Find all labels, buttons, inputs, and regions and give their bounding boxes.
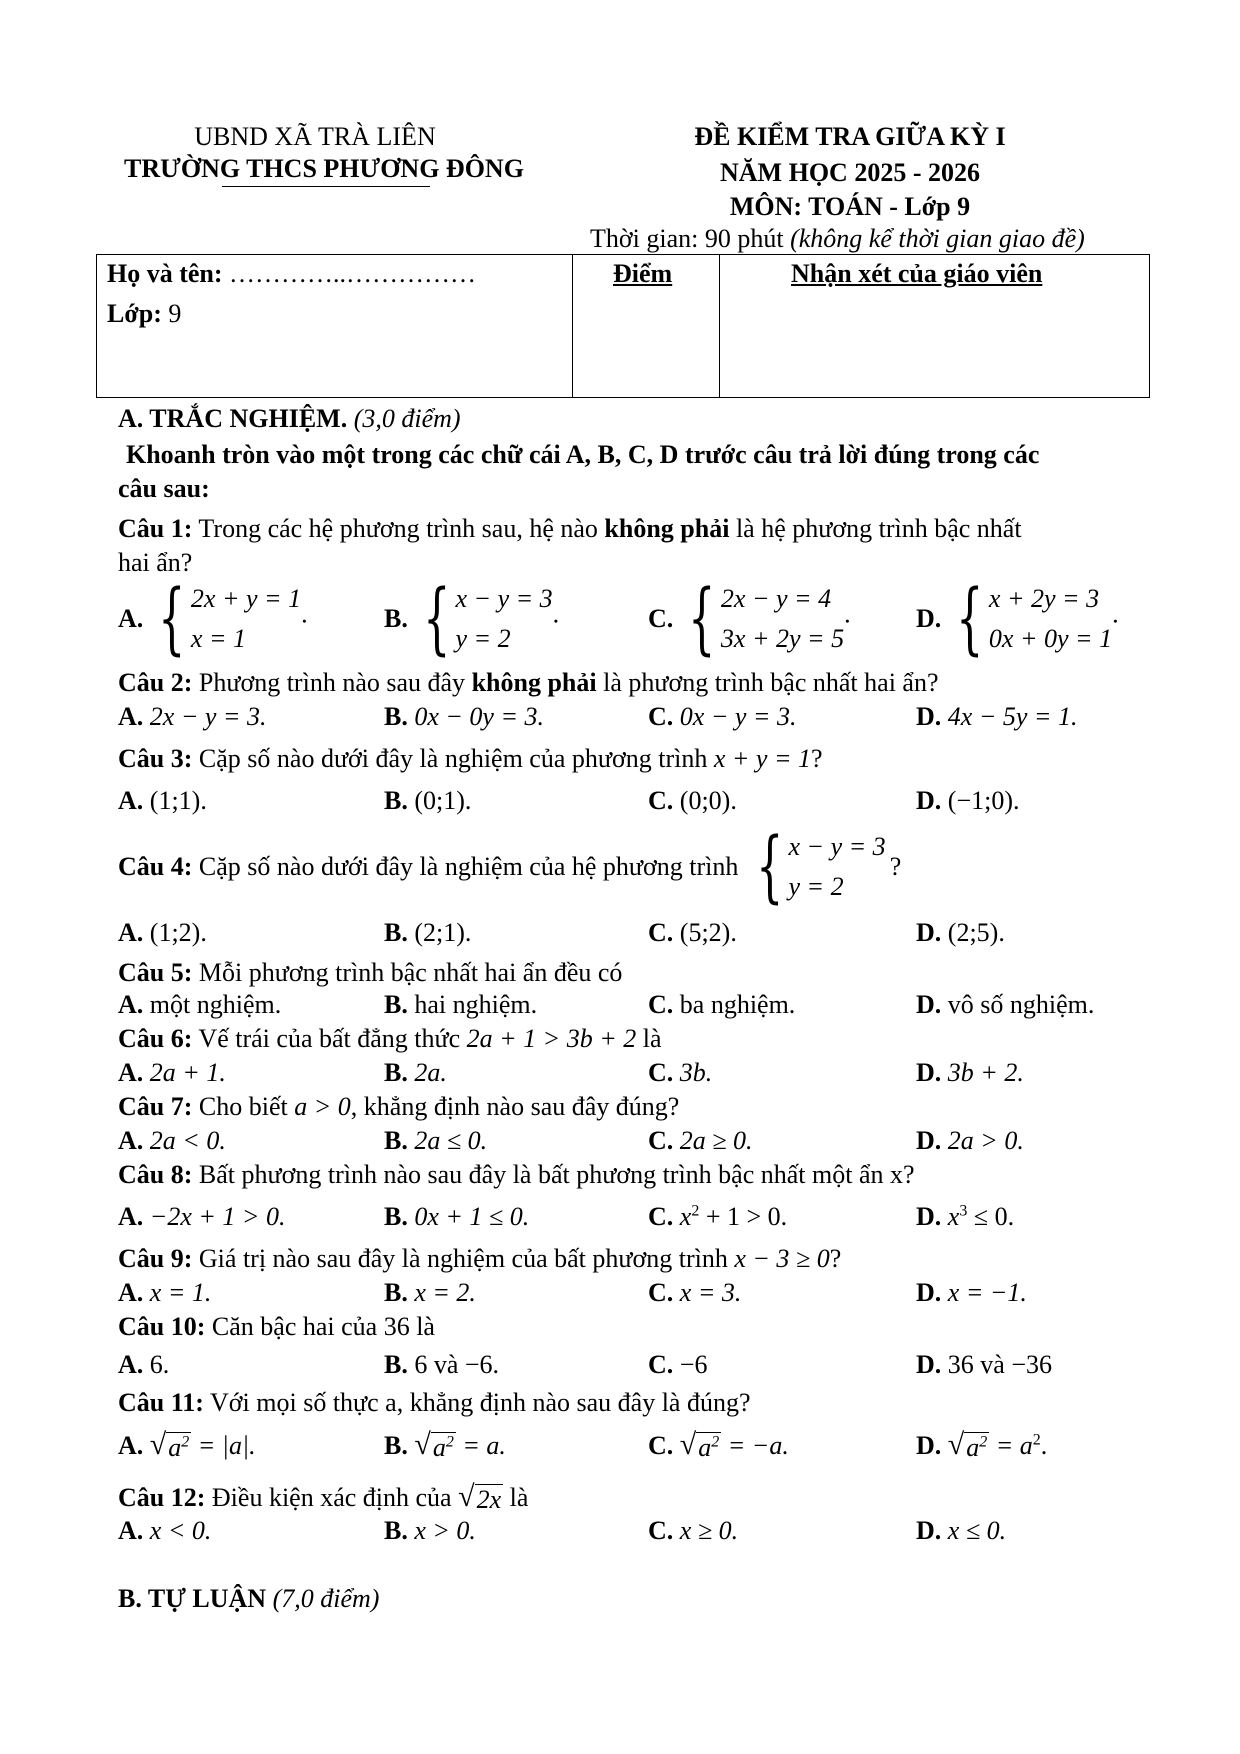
- option-letter: B.: [384, 1058, 408, 1087]
- q5-option-a[interactable]: [118, 990, 281, 1020]
- option-letter: A.: [118, 1431, 144, 1460]
- q3-option-c[interactable]: [648, 786, 737, 816]
- q2-option-d[interactable]: [916, 702, 1077, 732]
- option-letter: C.: [648, 990, 674, 1019]
- question-text: là phương trình bậc nhất hai ẩn?: [596, 668, 939, 697]
- question-label: Câu 9:: [118, 1244, 193, 1273]
- question-math: a > 0: [294, 1092, 351, 1121]
- q9-option-c[interactable]: [648, 1278, 741, 1308]
- question-tail: ?: [829, 1244, 842, 1273]
- exam-title: ĐỀ KIỂM TRA GIỮA KỲ I: [694, 122, 1006, 151]
- option-text: ba nghiệm.: [673, 990, 796, 1019]
- option-text: = a: [995, 1431, 1033, 1460]
- q2-option-c[interactable]: [648, 702, 796, 732]
- option-text: −6: [673, 1350, 708, 1379]
- question-label: Câu 8:: [118, 1160, 193, 1189]
- option-letter: C.: [648, 604, 674, 634]
- option-letter: B.: [384, 1431, 408, 1460]
- equation-2: y = 2: [455, 624, 511, 653]
- table-divider-1: [572, 255, 573, 397]
- option-letter: D.: [916, 702, 942, 731]
- option-text: 6 và −6.: [407, 1350, 500, 1379]
- q10-option-c[interactable]: [648, 1350, 707, 1380]
- teacher-comment-header: Nhận xét của giáo viên: [791, 259, 1043, 288]
- option-text: −2x + 1 > 0.: [149, 1202, 286, 1231]
- sqrt-expression: √ $a^2$: [679, 1428, 720, 1462]
- equation-2: y = 2: [788, 872, 844, 901]
- time-note: (không kể thời gian giao đề): [790, 224, 1085, 253]
- option-letter: A.: [118, 604, 144, 634]
- q5-option-b[interactable]: [384, 990, 537, 1020]
- option-letter: A.: [118, 786, 144, 815]
- class-value: 9: [168, 299, 182, 328]
- sqrt-expression: √ $a^2$: [149, 1428, 190, 1462]
- time-label: Thời gian: 90 phút: [590, 224, 791, 253]
- q11-option-b[interactable]: [384, 1428, 506, 1463]
- option-letter: B.: [384, 604, 408, 634]
- q8-option-b[interactable]: [384, 1202, 529, 1232]
- q1-option-a[interactable]: A. { 2x + y = 1 x = 1 .: [118, 574, 308, 664]
- option-text: 3b + 2.: [947, 1058, 1024, 1087]
- option-letter: D.: [916, 1202, 942, 1231]
- option-letter: C.: [648, 1431, 674, 1460]
- q5-option-c[interactable]: [648, 990, 795, 1020]
- option-exponent: 3: [959, 1202, 968, 1220]
- school-year: NĂM HỌC 2025 - 2026: [720, 158, 980, 187]
- option-letter: C.: [648, 1516, 674, 1545]
- q10-option-b[interactable]: [384, 1350, 499, 1380]
- option-text: x < 0.: [149, 1516, 212, 1545]
- q6-option-b[interactable]: [384, 1058, 447, 1088]
- sqrt-expression: √ $a^2$: [414, 1428, 454, 1462]
- option-base: x: [679, 1202, 692, 1231]
- q1-option-c[interactable]: C. { 2x − y = 4 3x + 2y = 5 .: [648, 574, 851, 664]
- option-text: x = 1.: [149, 1278, 212, 1307]
- question-math: x + y = 1: [713, 744, 811, 773]
- class-label: Lớp:: [107, 299, 169, 328]
- q11-option-a[interactable]: [118, 1428, 256, 1463]
- exam-time: [590, 224, 1085, 254]
- question-text: Vế trái của bất đẳng thức: [192, 1024, 467, 1053]
- question-9: [118, 1244, 841, 1274]
- option-tail: .: [1040, 1431, 1048, 1460]
- question-12: [118, 1480, 528, 1515]
- option-text: 3b.: [679, 1058, 713, 1087]
- question-tail: là: [636, 1024, 662, 1053]
- question-4: Câu 4: Cặp số nào dưới đây là nghiệm của hệ phương trình { x − y = 3 y = 2 ?: [118, 822, 902, 912]
- question-11: [118, 1388, 751, 1418]
- name-label: Họ và tên:: [107, 259, 230, 288]
- option-text: (−1;0).: [947, 786, 1020, 815]
- q7-option-c[interactable]: [648, 1126, 753, 1156]
- header-authority: UBND XÃ TRÀ LIÊN: [194, 122, 436, 151]
- q6-option-a[interactable]: [118, 1058, 226, 1088]
- question-label: Câu 12:: [118, 1483, 206, 1512]
- option-letter: B.: [384, 1202, 408, 1231]
- option-text: x = −1.: [947, 1278, 1027, 1307]
- q12-option-b[interactable]: [384, 1516, 476, 1546]
- question-8: [118, 1160, 915, 1190]
- q11-option-d[interactable]: [916, 1428, 1047, 1463]
- option-text: hai nghiệm.: [407, 990, 538, 1019]
- q7-option-d[interactable]: [916, 1126, 1024, 1156]
- equation-1: 2x − y = 4: [720, 584, 832, 613]
- option-text: (0;0).: [679, 786, 737, 815]
- option-letter: D.: [916, 786, 942, 815]
- option-text: + 1 > 0.: [699, 1202, 788, 1231]
- option-letter: D.: [916, 604, 942, 634]
- option-exponent: 2: [1032, 1431, 1041, 1449]
- question-10: [118, 1312, 435, 1342]
- question-label: Câu 7:: [118, 1092, 193, 1121]
- q7-option-b[interactable]: [384, 1126, 487, 1156]
- option-text: một nghiệm.: [143, 990, 282, 1019]
- option-letter: D.: [916, 990, 942, 1019]
- question-5: [118, 958, 622, 988]
- option-text: 6.: [143, 1350, 170, 1379]
- question-text: Cặp số nào dưới đây là nghiệm của hệ phương trình: [192, 852, 745, 882]
- question-label: Câu 6:: [118, 1024, 193, 1053]
- option-text: 0x − 0y = 3.: [414, 702, 545, 731]
- option-letter: A.: [118, 1278, 144, 1307]
- option-text: x ≥ 0.: [679, 1516, 739, 1545]
- question-tail: , khẳng định nào sau đây đúng?: [350, 1092, 680, 1121]
- question-text: Cặp số nào dưới đây là nghiệm của phương trình: [192, 744, 714, 773]
- question-emphasis: không phải: [471, 668, 597, 697]
- equation-1: 2x + y = 1: [190, 584, 302, 613]
- option-text: 0x + 1 ≤ 0.: [414, 1202, 530, 1231]
- option-letter: D.: [916, 918, 942, 947]
- section-a-title: [118, 404, 461, 434]
- q12-option-a[interactable]: [118, 1516, 211, 1546]
- score-header: Điểm: [613, 259, 673, 288]
- q4-option-a[interactable]: [118, 918, 207, 948]
- question-label: Câu 2:: [118, 668, 193, 697]
- question-tail: ?: [889, 852, 902, 882]
- option-text: 2a ≥ 0.: [679, 1126, 753, 1155]
- option-letter: D.: [916, 1350, 942, 1379]
- option-letter: C.: [648, 702, 674, 731]
- option-letter: D.: [916, 1058, 942, 1087]
- option-letter: A.: [118, 1202, 144, 1231]
- option-letter: C.: [648, 1202, 674, 1231]
- equation-2: 0x + 0y = 1: [988, 624, 1113, 653]
- subject-grade: MÔN: TOÁN - Lớp 9: [729, 192, 971, 221]
- question-7: [118, 1092, 679, 1122]
- option-letter: B.: [384, 1278, 408, 1307]
- name-dots: …………..……………: [229, 259, 477, 288]
- option-text: x > 0.: [414, 1516, 476, 1545]
- question-label: Câu 5:: [118, 958, 193, 987]
- question-tail: ?: [811, 744, 823, 773]
- equation-1: x − y = 3: [788, 832, 886, 861]
- header-school: TRƯỜNG THCS PHƯƠNG ĐÔNG: [124, 154, 524, 183]
- option-text: (2;5).: [947, 918, 1005, 947]
- q1-option-b[interactable]: B. { x − y = 3 y = 2 .: [384, 574, 560, 664]
- option-letter: B.: [384, 918, 408, 947]
- q1-option-d[interactable]: D. { x + 2y = 3 0x + 0y = 1 .: [916, 574, 1119, 664]
- option-text: (5;2).: [679, 918, 737, 947]
- option-letter: C.: [648, 1350, 674, 1379]
- option-text: x = 3.: [679, 1278, 742, 1307]
- radicand: 2x: [476, 1484, 502, 1514]
- option-letter: C.: [648, 1058, 674, 1087]
- question-text: Điều kiện xác định của: [205, 1483, 459, 1512]
- q12-option-c[interactable]: [648, 1516, 738, 1546]
- equation-1: x + 2y = 3: [988, 584, 1100, 613]
- q8-option-d[interactable]: [916, 1202, 1014, 1232]
- option-text: (2;1).: [414, 918, 472, 947]
- option-text: x = 2.: [414, 1278, 476, 1307]
- section-a-label: A. TRẮC NGHIỆM.: [118, 404, 354, 433]
- q7-option-a[interactable]: [118, 1126, 226, 1156]
- section-b-title: [118, 1584, 379, 1614]
- option-text: 2a < 0.: [149, 1126, 226, 1155]
- question-label: Câu 4:: [118, 852, 193, 882]
- option-text: 0x − y = 3.: [679, 702, 797, 731]
- option-letter: B.: [384, 786, 408, 815]
- sqrt-expression: √ 2x: [458, 1480, 502, 1514]
- q6-option-c[interactable]: [648, 1058, 712, 1088]
- option-base: x: [947, 1202, 960, 1231]
- class-field: [107, 299, 181, 329]
- q3-option-b[interactable]: [384, 786, 471, 816]
- option-letter: B.: [384, 702, 408, 731]
- school-underline: [222, 186, 430, 187]
- option-letter: D.: [916, 1126, 942, 1155]
- option-letter: C.: [648, 786, 674, 815]
- question-text: Phương trình nào sau đây: [192, 668, 472, 697]
- option-text: 2a > 0.: [947, 1126, 1024, 1155]
- q9-option-d[interactable]: [916, 1278, 1027, 1308]
- option-text: x ≤ 0.: [947, 1516, 1007, 1545]
- question-text: Trong các hệ phương trình sau, hệ nào: [192, 514, 605, 543]
- question-tail: là: [503, 1483, 529, 1512]
- option-text: ≤ 0.: [967, 1202, 1015, 1231]
- option-text: (1;2).: [149, 918, 207, 947]
- equation-2: 3x + 2y = 5: [720, 624, 845, 653]
- name-field[interactable]: [107, 259, 476, 289]
- section-b-points: (7,0 điểm): [272, 1584, 380, 1613]
- option-text: 4x − 5y = 1.: [947, 702, 1078, 731]
- q5-option-d[interactable]: [916, 990, 1094, 1020]
- q2-option-b[interactable]: [384, 702, 544, 732]
- equation-2: x = 1: [190, 624, 247, 653]
- question-1: [118, 514, 1022, 544]
- table-divider-2: [719, 255, 720, 397]
- q2-option-a[interactable]: [118, 702, 266, 732]
- option-text: 2a + 1.: [149, 1058, 226, 1087]
- q11-option-c[interactable]: [648, 1428, 789, 1463]
- q3-option-a[interactable]: [118, 786, 207, 816]
- question-math: x − 3 ≥ 0: [734, 1244, 830, 1273]
- student-info-table: [96, 254, 1150, 398]
- question-math: 2a + 1 > 3b + 2: [466, 1024, 637, 1053]
- q4-option-c[interactable]: [648, 918, 737, 948]
- option-text: vô số nghiệm.: [941, 990, 1095, 1019]
- instruction-line-1: Khoanh tròn vào một trong các chữ cái A, B, C, D trước câu trả lời đúng trong các: [126, 440, 1040, 469]
- question-1-line-2: hai ẩn?: [118, 548, 193, 577]
- option-letter: A.: [118, 918, 144, 947]
- q10-option-d[interactable]: [916, 1350, 1052, 1380]
- option-letter: A.: [118, 702, 144, 731]
- q10-option-a[interactable]: [118, 1350, 169, 1380]
- q4-option-b[interactable]: [384, 918, 471, 948]
- question-3: [118, 744, 823, 774]
- option-letter: A.: [118, 990, 144, 1019]
- q8-option-c[interactable]: [648, 1202, 787, 1232]
- option-letter: D.: [916, 1278, 942, 1307]
- question-text: Cho biết: [192, 1092, 295, 1121]
- q3-option-d[interactable]: [916, 786, 1019, 816]
- option-text: 36 và −36: [941, 1350, 1052, 1379]
- sqrt-expression: √ $a^2$: [947, 1428, 988, 1462]
- question-6: [118, 1024, 662, 1054]
- option-text: (1;1).: [149, 786, 207, 815]
- option-text: = |a|.: [197, 1431, 256, 1460]
- section-b-label: B. TỰ LUẬN: [118, 1584, 273, 1613]
- equation-1: x − y = 3: [455, 584, 553, 613]
- option-text: 2x − y = 3.: [149, 702, 267, 731]
- option-letter: A.: [118, 1058, 144, 1087]
- question-text: Với mọi số thực a, khẳng định nào sau đây là đúng?: [203, 1388, 751, 1417]
- option-letter: B.: [384, 1350, 408, 1379]
- option-text: 2a ≤ 0.: [414, 1126, 488, 1155]
- q9-option-b[interactable]: [384, 1278, 476, 1308]
- question-label: Câu 10:: [118, 1312, 206, 1341]
- option-letter: D.: [916, 1431, 942, 1460]
- option-letter: D.: [916, 1516, 942, 1545]
- question-text: là hệ phương trình bậc nhất: [729, 514, 1022, 543]
- option-exponent: 2: [691, 1202, 700, 1220]
- q4-option-d[interactable]: [916, 918, 1005, 948]
- section-a-points: (3,0 điểm): [353, 404, 461, 433]
- question-label: Câu 3:: [118, 744, 193, 773]
- option-letter: B.: [384, 990, 408, 1019]
- option-letter: A.: [118, 1516, 144, 1545]
- option-letter: C.: [648, 1278, 674, 1307]
- option-text: (0;1).: [414, 786, 472, 815]
- option-text: 2a.: [414, 1058, 447, 1087]
- option-letter: B.: [384, 1516, 408, 1545]
- q12-option-d[interactable]: [916, 1516, 1006, 1546]
- instruction-line-2: câu sau:: [118, 474, 210, 503]
- q9-option-a[interactable]: [118, 1278, 211, 1308]
- question-text: Mỗi phương trình bậc nhất hai ẩn đều có: [192, 958, 623, 987]
- option-letter: A.: [118, 1350, 144, 1379]
- option-letter: A.: [118, 1126, 144, 1155]
- q8-option-a[interactable]: [118, 1202, 285, 1232]
- option-letter: C.: [648, 1126, 674, 1155]
- option-letter: B.: [384, 1126, 408, 1155]
- question-label: Câu 11:: [118, 1388, 204, 1417]
- question-2: [118, 668, 939, 698]
- q6-option-d[interactable]: [916, 1058, 1024, 1088]
- question-text: Bất phương trình nào sau đây là bất phương trình bậc nhất một ẩn x?: [192, 1160, 915, 1189]
- option-letter: C.: [648, 918, 674, 947]
- question-label: Câu 1:: [118, 514, 193, 543]
- question-emphasis: không phải: [604, 514, 730, 543]
- option-text: = −a.: [727, 1431, 789, 1460]
- option-text: = a.: [462, 1431, 506, 1460]
- question-text: Giá trị nào sau đây là nghiệm của bất phương trình: [192, 1244, 735, 1273]
- question-text: Căn bậc hai của 36 là: [205, 1312, 435, 1341]
